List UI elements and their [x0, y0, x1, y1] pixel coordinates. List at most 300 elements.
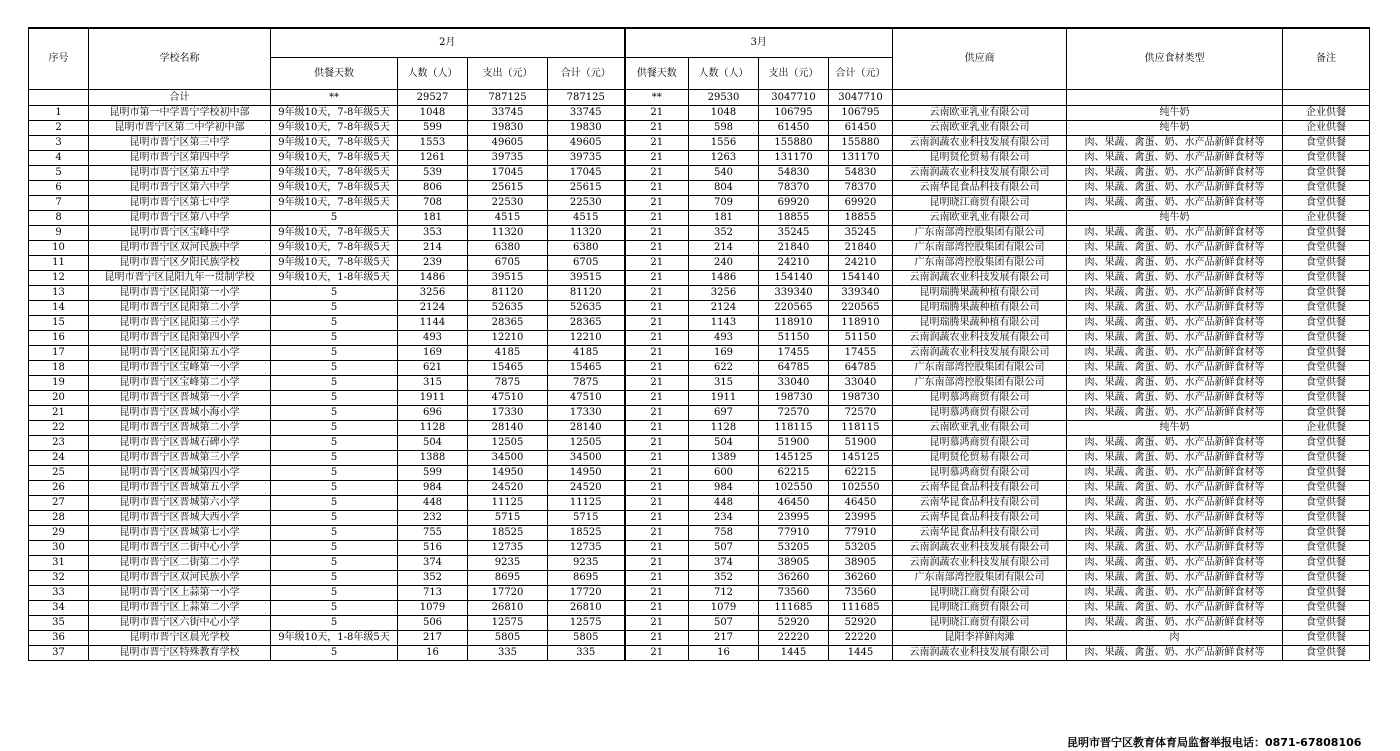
- cell-food-type: 肉、果蔬、禽蛋、奶、水产品新鲜食材等: [1067, 556, 1283, 571]
- cell-school-name: 昆明市晋宁区第三中学: [89, 136, 271, 151]
- cell-supplier: 云南润蔬农业科技发展有限公司: [893, 331, 1067, 346]
- cell-feb-expense: 7875: [468, 376, 548, 391]
- report-hotline: 昆明市晋宁区教育体育局监督举报电话：0871-67808106: [1067, 736, 1362, 749]
- cell-mar-subtotal: 106795: [829, 106, 893, 121]
- cell-mar-expense: 106795: [759, 106, 829, 121]
- cell-feb-people: 493: [398, 331, 468, 346]
- cell-mar-people: 1128: [689, 421, 759, 436]
- table-row: [29, 631, 1370, 646]
- cell-mar-expense: 72570: [759, 406, 829, 421]
- cell-feb-days: 5: [271, 466, 398, 481]
- cell-feb-expense: 15465: [468, 361, 548, 376]
- cell-mar-expense: 36260: [759, 571, 829, 586]
- cell-feb-subtotal: 12505: [548, 436, 625, 451]
- cell-feb-subtotal: 24520: [548, 481, 625, 496]
- cell-feb-expense: 17720: [468, 586, 548, 601]
- cell-mar-days: 21: [625, 466, 689, 481]
- cell-note: 食堂供餐: [1283, 586, 1370, 601]
- cell-school-name: 昆明市晋宁区晨光学校: [89, 631, 271, 646]
- table-row: [29, 346, 1370, 361]
- cell-feb-days: 5: [271, 361, 398, 376]
- table-row: [29, 466, 1370, 481]
- cell-note: 食堂供餐: [1283, 301, 1370, 316]
- cell-mar-people: 2124: [689, 301, 759, 316]
- cell-supplier: 云南润蔬农业科技发展有限公司: [893, 166, 1067, 181]
- cell-feb-expense: 12735: [468, 541, 548, 556]
- cell-mar-expense: 73560: [759, 586, 829, 601]
- cell-supplier: 云南润蔬农业科技发展有限公司: [893, 556, 1067, 571]
- cell-food-type: 肉、果蔬、禽蛋、奶、水产品新鲜食材等: [1067, 316, 1283, 331]
- cell-note: 食堂供餐: [1283, 556, 1370, 571]
- table-row: [29, 136, 1370, 151]
- header-feb-subtotal: 合计（元）: [548, 58, 625, 90]
- cell-note: 食堂供餐: [1283, 571, 1370, 586]
- cell-food-type: 肉、果蔬、禽蛋、奶、水产品新鲜食材等: [1067, 166, 1283, 181]
- cell-feb-days: 5: [271, 331, 398, 346]
- cell-mar-people: 214: [689, 241, 759, 256]
- cell-feb-people: 352: [398, 571, 468, 586]
- cell-school-name: 昆明市晋宁区宝峰第二小学: [89, 376, 271, 391]
- cell-feb-subtotal: 4185: [548, 346, 625, 361]
- cell-mar-expense: 131170: [759, 151, 829, 166]
- total-supplier-cell: [893, 90, 1067, 106]
- cell-supplier: 云南润蔬农业科技发展有限公司: [893, 646, 1067, 661]
- table-row: [29, 211, 1370, 226]
- cell-mar-subtotal: 62215: [829, 466, 893, 481]
- cell-feb-people: 1144: [398, 316, 468, 331]
- cell-feb-days: 9年级10天，7-8年级5天: [271, 151, 398, 166]
- cell-feb-subtotal: 17045: [548, 166, 625, 181]
- cell-seq: 26: [29, 481, 89, 496]
- cell-feb-expense: 52635: [468, 301, 548, 316]
- cell-food-type: 肉、果蔬、禽蛋、奶、水产品新鲜食材等: [1067, 196, 1283, 211]
- cell-feb-subtotal: 39735: [548, 151, 625, 166]
- header-march: 3月: [625, 28, 893, 58]
- cell-feb-people: 539: [398, 166, 468, 181]
- cell-mar-people: 1911: [689, 391, 759, 406]
- cell-mar-people: 697: [689, 406, 759, 421]
- cell-mar-expense: 61450: [759, 121, 829, 136]
- cell-feb-subtotal: 39515: [548, 271, 625, 286]
- header-mar-days: 供餐天数: [625, 58, 689, 90]
- cell-feb-expense: 11125: [468, 496, 548, 511]
- cell-feb-days: 9年级10天，7-8年级5天: [271, 256, 398, 271]
- header-mar-expense: 支出（元）: [759, 58, 829, 90]
- cell-mar-people: 598: [689, 121, 759, 136]
- total-feb-expense: 787125: [468, 90, 548, 106]
- cell-mar-subtotal: 51150: [829, 331, 893, 346]
- cell-note: 食堂供餐: [1283, 166, 1370, 181]
- cell-seq: 30: [29, 541, 89, 556]
- table-row: [29, 106, 1370, 121]
- cell-mar-days: 21: [625, 631, 689, 646]
- cell-feb-people: 1128: [398, 421, 468, 436]
- cell-mar-days: 21: [625, 616, 689, 631]
- cell-school-name: 昆明市晋宁区晋城大西小学: [89, 511, 271, 526]
- table-row: [29, 541, 1370, 556]
- table-row: [29, 166, 1370, 181]
- cell-food-type: 肉、果蔬、禽蛋、奶、水产品新鲜食材等: [1067, 376, 1283, 391]
- cell-seq: 16: [29, 331, 89, 346]
- cell-feb-subtotal: 22530: [548, 196, 625, 211]
- cell-feb-expense: 19830: [468, 121, 548, 136]
- cell-seq: 19: [29, 376, 89, 391]
- cell-note: 食堂供餐: [1283, 316, 1370, 331]
- cell-feb-expense: 335: [468, 646, 548, 661]
- cell-seq: 31: [29, 556, 89, 571]
- cell-food-type: 肉、果蔬、禽蛋、奶、水产品新鲜食材等: [1067, 646, 1283, 661]
- cell-mar-people: 352: [689, 571, 759, 586]
- table-row: [29, 571, 1370, 586]
- cell-mar-subtotal: 131170: [829, 151, 893, 166]
- cell-mar-subtotal: 77910: [829, 526, 893, 541]
- cell-mar-expense: 69920: [759, 196, 829, 211]
- cell-feb-expense: 28365: [468, 316, 548, 331]
- header-feb-expense: 支出（元）: [468, 58, 548, 90]
- cell-feb-people: 315: [398, 376, 468, 391]
- cell-feb-days: 9年级10天，1-8年级5天: [271, 271, 398, 286]
- cell-mar-expense: 17455: [759, 346, 829, 361]
- cell-mar-expense: 220565: [759, 301, 829, 316]
- cell-seq: 15: [29, 316, 89, 331]
- cell-school-name: 昆明市晋宁区二街中心小学: [89, 541, 271, 556]
- cell-food-type: 肉、果蔬、禽蛋、奶、水产品新鲜食材等: [1067, 391, 1283, 406]
- cell-supplier: 昆明晓江商贸有限公司: [893, 601, 1067, 616]
- cell-feb-subtotal: 49605: [548, 136, 625, 151]
- cell-mar-days: 21: [625, 151, 689, 166]
- table-row: [29, 316, 1370, 331]
- table-row: [29, 271, 1370, 286]
- cell-feb-people: 713: [398, 586, 468, 601]
- cell-feb-expense: 26810: [468, 601, 548, 616]
- cell-mar-people: 758: [689, 526, 759, 541]
- table-row: [29, 301, 1370, 316]
- cell-feb-days: 5: [271, 376, 398, 391]
- cell-supplier: 昆明晓江商贸有限公司: [893, 616, 1067, 631]
- cell-school-name: 昆明市晋宁区昆阳第二小学: [89, 301, 271, 316]
- cell-mar-expense: 102550: [759, 481, 829, 496]
- cell-food-type: 肉、果蔬、禽蛋、奶、水产品新鲜食材等: [1067, 301, 1283, 316]
- cell-mar-subtotal: 52920: [829, 616, 893, 631]
- cell-mar-subtotal: 102550: [829, 481, 893, 496]
- table-row: [29, 616, 1370, 631]
- cell-feb-subtotal: 33745: [548, 106, 625, 121]
- cell-mar-days: 21: [625, 181, 689, 196]
- cell-mar-people: 1556: [689, 136, 759, 151]
- cell-feb-subtotal: 6705: [548, 256, 625, 271]
- cell-mar-days: 21: [625, 541, 689, 556]
- cell-supplier: 云南华昆食品科技有限公司: [893, 481, 1067, 496]
- cell-food-type: 肉、果蔬、禽蛋、奶、水产品新鲜食材等: [1067, 256, 1283, 271]
- cell-mar-days: 21: [625, 346, 689, 361]
- cell-feb-people: 374: [398, 556, 468, 571]
- cell-note: 食堂供餐: [1283, 346, 1370, 361]
- cell-mar-days: 21: [625, 241, 689, 256]
- cell-feb-days: 5: [271, 601, 398, 616]
- cell-feb-days: 9年级10天，7-8年级5天: [271, 166, 398, 181]
- cell-mar-people: 1143: [689, 316, 759, 331]
- cell-mar-expense: 21840: [759, 241, 829, 256]
- cell-food-type: 肉、果蔬、禽蛋、奶、水产品新鲜食材等: [1067, 616, 1283, 631]
- cell-supplier: 云南欧亚乳业有限公司: [893, 211, 1067, 226]
- cell-feb-expense: 39735: [468, 151, 548, 166]
- cell-school-name: 昆明市晋宁区昆阳第五小学: [89, 346, 271, 361]
- cell-mar-subtotal: 22220: [829, 631, 893, 646]
- cell-feb-days: 9年级10天，7-8年级5天: [271, 196, 398, 211]
- cell-seq: 12: [29, 271, 89, 286]
- cell-feb-days: 5: [271, 646, 398, 661]
- cell-feb-expense: 49605: [468, 136, 548, 151]
- cell-mar-expense: 52920: [759, 616, 829, 631]
- cell-mar-days: 21: [625, 211, 689, 226]
- table-row: [29, 421, 1370, 436]
- cell-seq: 2: [29, 121, 89, 136]
- cell-feb-subtotal: 17330: [548, 406, 625, 421]
- cell-school-name: 昆明市晋宁区晋城第三小学: [89, 451, 271, 466]
- cell-feb-subtotal: 28140: [548, 421, 625, 436]
- cell-feb-people: 353: [398, 226, 468, 241]
- cell-mar-expense: 51150: [759, 331, 829, 346]
- cell-seq: 8: [29, 211, 89, 226]
- cell-feb-expense: 11320: [468, 226, 548, 241]
- cell-note: 食堂供餐: [1283, 151, 1370, 166]
- cell-school-name: 昆明市晋宁区双河民族中学: [89, 241, 271, 256]
- cell-mar-people: 1048: [689, 106, 759, 121]
- cell-seq: 34: [29, 601, 89, 616]
- cell-feb-days: 5: [271, 586, 398, 601]
- cell-mar-subtotal: 46450: [829, 496, 893, 511]
- cell-feb-subtotal: 47510: [548, 391, 625, 406]
- cell-school-name: 昆明市晋宁区晋城第四小学: [89, 466, 271, 481]
- cell-feb-days: 9年级10天，7-8年级5天: [271, 241, 398, 256]
- table-row: [29, 241, 1370, 256]
- cell-food-type: 肉、果蔬、禽蛋、奶、水产品新鲜食材等: [1067, 571, 1283, 586]
- cell-mar-subtotal: 155880: [829, 136, 893, 151]
- cell-school-name: 昆明市晋宁区第五中学: [89, 166, 271, 181]
- cell-mar-days: 21: [625, 121, 689, 136]
- table-row: [29, 481, 1370, 496]
- cell-feb-people: 1388: [398, 451, 468, 466]
- cell-seq: 18: [29, 361, 89, 376]
- cell-feb-expense: 18525: [468, 526, 548, 541]
- cell-mar-people: 1389: [689, 451, 759, 466]
- cell-feb-expense: 17330: [468, 406, 548, 421]
- meal-supply-table: [28, 27, 1370, 661]
- cell-mar-subtotal: 36260: [829, 571, 893, 586]
- cell-mar-subtotal: 17455: [829, 346, 893, 361]
- cell-seq: 17: [29, 346, 89, 361]
- cell-feb-people: 755: [398, 526, 468, 541]
- cell-mar-expense: 111685: [759, 601, 829, 616]
- cell-seq: 35: [29, 616, 89, 631]
- cell-food-type: 肉、果蔬、禽蛋、奶、水产品新鲜食材等: [1067, 601, 1283, 616]
- cell-food-type: 肉、果蔬、禽蛋、奶、水产品新鲜食材等: [1067, 526, 1283, 541]
- total-feb-days: **: [271, 90, 398, 106]
- cell-feb-expense: 22530: [468, 196, 548, 211]
- cell-feb-days: 5: [271, 616, 398, 631]
- cell-feb-days: 9年级10天，7-8年级5天: [271, 136, 398, 151]
- cell-mar-subtotal: 38905: [829, 556, 893, 571]
- cell-seq: 14: [29, 301, 89, 316]
- cell-feb-people: 621: [398, 361, 468, 376]
- cell-mar-expense: 64785: [759, 361, 829, 376]
- cell-feb-subtotal: 11125: [548, 496, 625, 511]
- cell-feb-people: 1911: [398, 391, 468, 406]
- cell-feb-expense: 12505: [468, 436, 548, 451]
- cell-mar-days: 21: [625, 376, 689, 391]
- cell-mar-days: 21: [625, 571, 689, 586]
- table-row: [29, 586, 1370, 601]
- cell-seq: 9: [29, 226, 89, 241]
- cell-feb-days: 5: [271, 286, 398, 301]
- cell-mar-people: 234: [689, 511, 759, 526]
- cell-food-type: 肉、果蔬、禽蛋、奶、水产品新鲜食材等: [1067, 481, 1283, 496]
- cell-note: 食堂供餐: [1283, 391, 1370, 406]
- cell-supplier: 云南润蔬农业科技发展有限公司: [893, 541, 1067, 556]
- cell-mar-people: 493: [689, 331, 759, 346]
- cell-feb-people: 806: [398, 181, 468, 196]
- cell-mar-subtotal: 1445: [829, 646, 893, 661]
- cell-feb-days: 5: [271, 496, 398, 511]
- table-row: [29, 256, 1370, 271]
- cell-school-name: 昆明市晋宁区晋城第二小学: [89, 421, 271, 436]
- cell-supplier: 昆明贤伦贸易有限公司: [893, 151, 1067, 166]
- cell-mar-subtotal: 51900: [829, 436, 893, 451]
- cell-note: 食堂供餐: [1283, 616, 1370, 631]
- cell-mar-days: 21: [625, 286, 689, 301]
- cell-food-type: 肉、果蔬、禽蛋、奶、水产品新鲜食材等: [1067, 496, 1283, 511]
- cell-feb-expense: 28140: [468, 421, 548, 436]
- cell-mar-expense: 24210: [759, 256, 829, 271]
- cell-mar-people: 240: [689, 256, 759, 271]
- total-row: [29, 90, 1370, 106]
- cell-mar-expense: 198730: [759, 391, 829, 406]
- cell-feb-people: 696: [398, 406, 468, 421]
- cell-feb-people: 1079: [398, 601, 468, 616]
- cell-feb-days: 5: [271, 391, 398, 406]
- cell-food-type: 纯牛奶: [1067, 106, 1283, 121]
- cell-feb-subtotal: 6380: [548, 241, 625, 256]
- cell-feb-days: 5: [271, 436, 398, 451]
- cell-mar-subtotal: 118910: [829, 316, 893, 331]
- cell-feb-expense: 5805: [468, 631, 548, 646]
- cell-mar-people: 181: [689, 211, 759, 226]
- cell-feb-people: 16: [398, 646, 468, 661]
- cell-mar-subtotal: 339340: [829, 286, 893, 301]
- cell-mar-expense: 155880: [759, 136, 829, 151]
- cell-feb-subtotal: 5715: [548, 511, 625, 526]
- cell-mar-days: 21: [625, 526, 689, 541]
- cell-feb-subtotal: 9235: [548, 556, 625, 571]
- cell-mar-days: 21: [625, 361, 689, 376]
- cell-supplier: 昆明慕鸿商贸有限公司: [893, 391, 1067, 406]
- cell-note: 食堂供餐: [1283, 451, 1370, 466]
- cell-supplier: 云南润蔬农业科技发展有限公司: [893, 346, 1067, 361]
- cell-note: 食堂供餐: [1283, 541, 1370, 556]
- cell-mar-people: 374: [689, 556, 759, 571]
- cell-seq: 27: [29, 496, 89, 511]
- cell-food-type: 肉、果蔬、禽蛋、奶、水产品新鲜食材等: [1067, 331, 1283, 346]
- cell-note: 食堂供餐: [1283, 241, 1370, 256]
- cell-food-type: 纯牛奶: [1067, 421, 1283, 436]
- cell-supplier: 昆阳李祥鲜肉滩: [893, 631, 1067, 646]
- cell-note: 企业供餐: [1283, 211, 1370, 226]
- cell-seq: 7: [29, 196, 89, 211]
- cell-mar-subtotal: 23995: [829, 511, 893, 526]
- cell-note: 食堂供餐: [1283, 181, 1370, 196]
- cell-school-name: 昆明市晋宁区第四中学: [89, 151, 271, 166]
- cell-seq: 5: [29, 166, 89, 181]
- cell-food-type: 肉、果蔬、禽蛋、奶、水产品新鲜食材等: [1067, 406, 1283, 421]
- cell-food-type: 肉、果蔬、禽蛋、奶、水产品新鲜食材等: [1067, 361, 1283, 376]
- cell-school-name: 昆明市晋宁区双河民族小学: [89, 571, 271, 586]
- cell-feb-days: 5: [271, 481, 398, 496]
- cell-feb-subtotal: 335: [548, 646, 625, 661]
- cell-food-type: 肉、果蔬、禽蛋、奶、水产品新鲜食材等: [1067, 451, 1283, 466]
- cell-feb-subtotal: 7875: [548, 376, 625, 391]
- cell-seq: 33: [29, 586, 89, 601]
- cell-feb-subtotal: 18525: [548, 526, 625, 541]
- cell-mar-days: 21: [625, 601, 689, 616]
- table-row: [29, 601, 1370, 616]
- cell-supplier: 广东南部湾控股集团有限公司: [893, 226, 1067, 241]
- cell-feb-subtotal: 8695: [548, 571, 625, 586]
- cell-mar-expense: 62215: [759, 466, 829, 481]
- total-feb-subtotal: 787125: [548, 90, 625, 106]
- cell-feb-people: 984: [398, 481, 468, 496]
- cell-mar-subtotal: 73560: [829, 586, 893, 601]
- cell-supplier: 昆明贤伦贸易有限公司: [893, 451, 1067, 466]
- header-seq: 序号: [29, 28, 89, 90]
- cell-note: 食堂供餐: [1283, 601, 1370, 616]
- cell-mar-days: 21: [625, 421, 689, 436]
- cell-mar-subtotal: 18855: [829, 211, 893, 226]
- cell-feb-people: 2124: [398, 301, 468, 316]
- table-row: [29, 151, 1370, 166]
- cell-feb-days: 5: [271, 301, 398, 316]
- cell-food-type: 肉、果蔬、禽蛋、奶、水产品新鲜食材等: [1067, 226, 1283, 241]
- table-row: [29, 121, 1370, 136]
- cell-mar-expense: 54830: [759, 166, 829, 181]
- cell-feb-subtotal: 15465: [548, 361, 625, 376]
- cell-school-name: 昆明市晋宁区上蒜第二小学: [89, 601, 271, 616]
- cell-feb-expense: 6705: [468, 256, 548, 271]
- table-row: [29, 646, 1370, 661]
- cell-note: 企业供餐: [1283, 106, 1370, 121]
- cell-feb-people: 181: [398, 211, 468, 226]
- cell-note: 食堂供餐: [1283, 511, 1370, 526]
- cell-supplier: 昆明瑞腾果蔬种植有限公司: [893, 301, 1067, 316]
- cell-mar-days: 21: [625, 166, 689, 181]
- cell-feb-subtotal: 19830: [548, 121, 625, 136]
- cell-school-name: 昆明市晋宁区晋城第六小学: [89, 496, 271, 511]
- cell-mar-days: 21: [625, 256, 689, 271]
- table-row: [29, 406, 1370, 421]
- cell-note: 食堂供餐: [1283, 256, 1370, 271]
- cell-feb-expense: 25615: [468, 181, 548, 196]
- cell-mar-days: 21: [625, 301, 689, 316]
- cell-mar-people: 16: [689, 646, 759, 661]
- cell-mar-expense: 51900: [759, 436, 829, 451]
- cell-mar-days: 21: [625, 496, 689, 511]
- table-row: [29, 361, 1370, 376]
- cell-note: 食堂供餐: [1283, 226, 1370, 241]
- table-row: [29, 496, 1370, 511]
- cell-feb-expense: 34500: [468, 451, 548, 466]
- cell-feb-days: 5: [271, 571, 398, 586]
- header-feb-days: 供餐天数: [271, 58, 398, 90]
- table-row: [29, 331, 1370, 346]
